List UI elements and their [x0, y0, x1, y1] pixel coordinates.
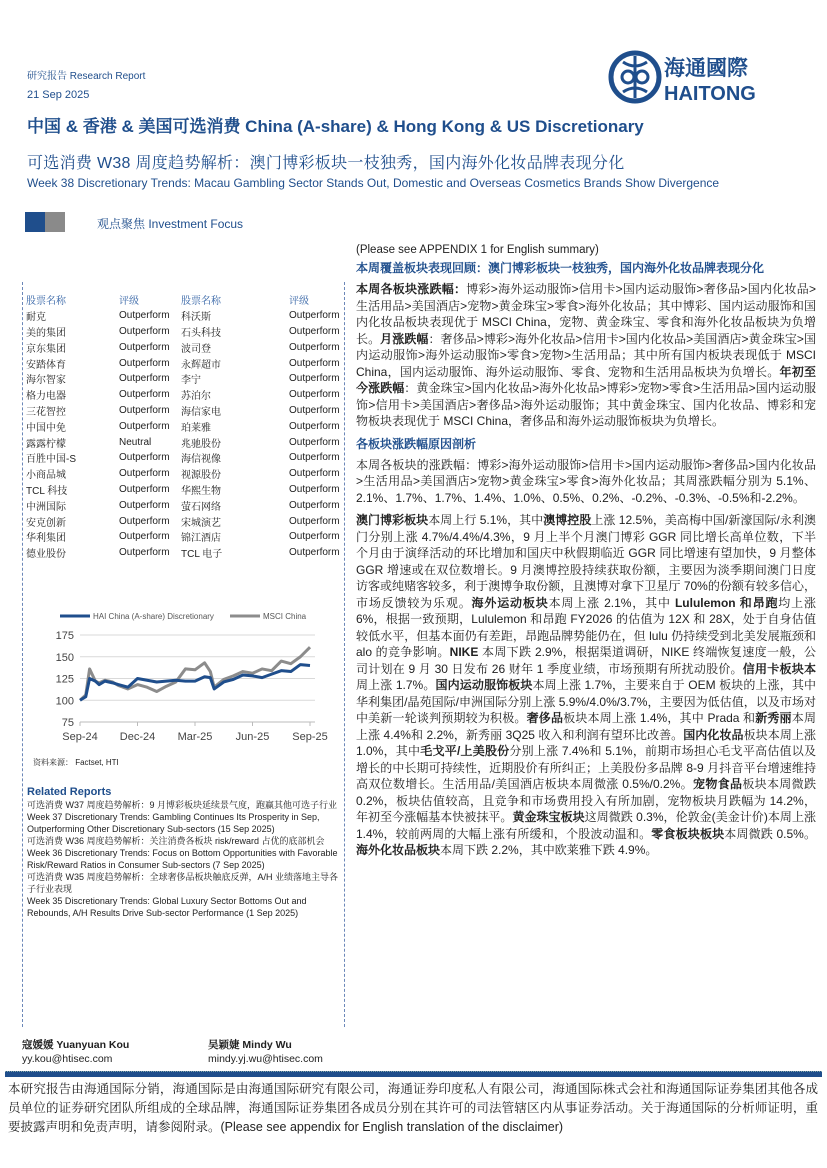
stock-name-cell: 永辉超市 — [181, 359, 221, 371]
x-tick-label: Sep-24 — [62, 731, 98, 743]
rating-cell: Outperform — [119, 547, 170, 559]
col-header: 评级 — [119, 296, 139, 308]
table-row — [26, 387, 349, 403]
table-row — [26, 355, 349, 371]
performance-chart — [40, 603, 340, 753]
stock-name-cell: 耐克 — [26, 312, 46, 324]
body-text: 板块本周上涨 1.0%，其中 — [356, 727, 816, 758]
section-heading: 各板块涨跌幅原因剖析 — [356, 436, 477, 451]
table-row — [26, 371, 349, 387]
related-reports-title: Related Reports — [27, 786, 112, 798]
highlight-text: 澳门博彩板块 — [356, 513, 429, 527]
body-text: 这周微跌 0.3%，伦敦金(美金计价)本周上涨 1.4%，较前两周的大幅上涨有所缓和，个股波动温和。 — [356, 810, 816, 841]
rating-cell: Outperform — [119, 389, 170, 401]
body-text: 本周下跌 2.2%，其中欧莱雅下跌 4.9%。 — [440, 843, 658, 857]
rating-cell: Outperform — [289, 404, 340, 416]
highlight-text: 海外化妆品板块 — [356, 843, 441, 857]
stock-name-cell: 石头科技 — [181, 327, 221, 339]
paragraph — [356, 457, 816, 507]
stock-name-cell: 萤石网络 — [181, 501, 221, 513]
highlight-text: 信用卡板块本 — [742, 661, 816, 676]
y-tick-label: 175 — [55, 630, 74, 642]
body-text: 周上涨 1.7%。 — [356, 678, 436, 692]
rating-cell: Outperform — [119, 325, 170, 337]
table-row — [26, 434, 349, 450]
stock-name-cell: 美的集团 — [26, 327, 66, 339]
stock-name-cell: 格力电器 — [26, 391, 66, 403]
rating-cell: Outperform — [289, 531, 340, 543]
table-row — [26, 497, 349, 513]
highlight-text: 海外运动板块 — [471, 595, 549, 610]
table-row — [26, 450, 349, 466]
rating-cell: Neutral — [119, 436, 152, 448]
table-row — [26, 324, 349, 340]
rating-cell: Outperform — [119, 404, 170, 416]
stock-name-cell: 海信视像 — [181, 454, 221, 466]
stock-name-cell: 宋城演艺 — [181, 517, 221, 529]
table-row — [26, 529, 349, 545]
author-email[interactable]: yy.kou@htisec.com — [22, 1053, 113, 1065]
section-heading: 本周覆盖板块表现回顾：澳门博彩板块一枝独秀，国内海外化妆品牌表现分化 — [356, 261, 765, 275]
stock-name-cell: 中洲国际 — [26, 501, 66, 513]
stock-name-cell: 小商品城 — [26, 470, 66, 482]
table-row — [26, 418, 349, 434]
related-report-link[interactable]: Week 37 Discretionary Trends: Gambling Continues Its Prosperity in Sep, Outperforming Other Discretionary Sub-sectors (15 Sep 2025) — [27, 812, 320, 834]
highlight-text: 国内运动服饰板块 — [435, 678, 533, 692]
related-report-link[interactable]: 可选消费 W36 周度趋势解析：关注消费各板块 risk/reward 占优的底部机会 — [27, 836, 325, 846]
haitong-logo — [608, 50, 768, 105]
stock-name-cell: 三花智控 — [26, 406, 66, 418]
x-tick-label: Dec-24 — [119, 731, 156, 743]
rating-cell: Outperform — [289, 420, 340, 432]
table-row — [26, 482, 349, 498]
related-reports — [27, 786, 342, 919]
highlight-text: NIKE — [449, 645, 479, 659]
stock-name-cell: 科沃斯 — [181, 312, 211, 324]
stock-name-cell: 德业股份 — [26, 549, 66, 561]
stock-name-cell: 李宁 — [181, 375, 201, 387]
x-tick-label: Mar-25 — [177, 731, 213, 743]
rating-cell: Outperform — [289, 389, 340, 401]
rating-cell: Outperform — [289, 341, 340, 353]
stock-name-cell: 苏泊尔 — [181, 391, 211, 403]
body-text: 博彩>海外运动服饰>信用卡>国内运动服饰>奢侈品>国内化妆品>生活用品>美国酒店>宠物>黄金珠宝>零食>海外化妆品；其中博彩、国内运动服饰和国内化妆品板块表现优于 MSCI China，宠物、黄金珠宝、零食和海外化妆品板块为负增长。 — [356, 282, 816, 346]
highlight-text: 本周各板块涨跌幅： — [356, 282, 467, 296]
paragraph — [356, 281, 816, 430]
rating-cell: Outperform — [119, 499, 170, 511]
rating-cell: Outperform — [119, 483, 170, 495]
stock-rating-table — [26, 292, 349, 561]
rating-cell: Outperform — [289, 515, 340, 527]
body-text: ：奢侈品>博彩>海外化妆品>信用卡>国内化妆品>美国酒店>黄金珠宝>国内运动服饰>海外运动服饰>零食>宠物>生活用品；其中所有国内板块表现低于 MSCI China，国内运动服饰、海外运动服饰、零食、宠物和生活用品板块为负增长。 — [356, 331, 816, 379]
col-header: 评级 — [289, 296, 309, 308]
stock-name-cell: 华熙生物 — [181, 485, 221, 497]
highlight-text: 零食板块板块 — [651, 826, 725, 841]
col-header: 股票名称 — [181, 296, 221, 308]
y-tick-label: 125 — [55, 673, 74, 686]
stock-name-cell: 海信家电 — [181, 406, 221, 418]
body-text: 本周各板块的涨跌幅：博彩>海外运动服饰>信用卡>国内运动服饰>奢侈品>国内化妆品>生活用品>美国酒店>宠物>黄金珠宝>零食>海外化妆品；其周涨跌幅分别为 5.1%、2.1%、1.7%、1.7%、1.4%、1.0%、0.5%、0.2%、-0.2%、-0.3%、-0.5%和-2.2%。 — [356, 457, 816, 505]
highlight-text: 年初至今涨跌幅 — [356, 364, 816, 395]
x-tick-label: Sep-25 — [292, 731, 328, 743]
table-header-row — [26, 292, 349, 308]
author — [208, 1037, 323, 1065]
rating-cell: Outperform — [289, 452, 340, 464]
rating-cell: Outperform — [289, 310, 340, 322]
rating-cell: Outperform — [289, 436, 340, 448]
chart-source: 资料来源： Factset, HTI — [33, 758, 119, 767]
stock-name-cell: TCL 电子 — [181, 549, 223, 561]
stock-name-cell: 视源股份 — [181, 470, 221, 482]
rating-cell: Outperform — [289, 373, 340, 385]
col-header: 股票名称 — [26, 296, 66, 308]
author — [22, 1037, 130, 1065]
focus-marker — [25, 212, 65, 232]
stock-name-cell: 百胜中国-S — [26, 454, 76, 466]
stock-name-cell: 安踏体育 — [26, 359, 66, 371]
divider — [5, 1071, 822, 1077]
stock-name-cell: 京东集团 — [26, 343, 66, 355]
table-row — [26, 513, 349, 529]
related-report-link[interactable]: Week 36 Discretionary Trends: Focus on Bottom Opportunities with Favorable Risk/Reward Ratios in Consumer Sub-sectors (7 Sep 2025) — [27, 848, 338, 870]
subtitle-cn: 可选消费 W38 周度趋势解析：澳门博彩板块一枝独秀，国内海外化妆品牌表现分化 — [27, 155, 625, 172]
rating-cell: Outperform — [119, 341, 170, 353]
body-text: ：黄金珠宝>国内化妆品>海外化妆品>博彩>宠物>零食>生活用品>国内运动服饰>信用卡>美国酒店>奢侈品>海外运动服饰；其中黄金珠宝、国内化妆品、博彩和宠物板块表现优于 MSCI China，奢侈品和海外运动服饰板块为负增长。 — [356, 381, 816, 428]
table-row — [26, 403, 349, 419]
body-text: 本周上涨 4.4%和 2.2%，新秀丽 3Q25 收入和利润有望环比改善。 — [356, 711, 816, 742]
rating-cell: Outperform — [119, 468, 170, 480]
body-text: 均上涨 6%，根据一致预期，Lululemon 和昂跑 FY2026 的估值为 12X 和 28X，处于自身估值较低水平，但基本面仍有差距，昂跑品牌势能仍在，但 lulu 仍持续受到北美发展瓶颈和 alo 的竞争影响。 — [356, 595, 816, 659]
body-text: 本周上涨 1.7%，主要来自于 OEM 板块的上涨，其中华利集团/晶苑国际/申洲国际分别上涨 5.9%/4.0%/3.7%，主要因为低估值，以及市场对中美新一轮谈判预期较为积极。 — [356, 678, 816, 725]
rating-cell: Outperform — [289, 468, 340, 480]
haitong-emblem-icon — [608, 50, 768, 105]
body-text: 分别上涨 7.4%和 5.1%，前期市场担心毛戈平高估值以及增长的中长期可持续性，近期股价有所纠正；上美股份多品牌 8-9 月抖音平台增速维持高双位数增长。生活用品/美国酒店板块本周微涨 0.5%/0.2%。 — [356, 744, 817, 791]
stock-name-cell: TCL 科技 — [26, 485, 68, 497]
rating-cell: Outperform — [119, 515, 170, 527]
stock-name-cell: 海尔智家 — [26, 375, 66, 387]
english-summary-note: (Please see APPENDIX 1 for English summary) — [356, 244, 599, 256]
investment-focus-label: 观点聚焦 Investment Focus — [97, 217, 244, 231]
body-text: 上涨 12.5%，美高梅中国/新濠国际/永利澳门分别上涨 4.7%/4.4%/4.3%，9 月上半个月澳门博彩 GGR 同比增长高单位数，下半个月由于演绎活动的环比增加和国庆中秋假期临近 GGR 同比增速有望加快，9 月整体 GGR 增速或在双位数增长。9 月澳博控股持续获取份额，主要因为淡季期间澳门日度访客或纯赌客较多，利于澳博争取份额，且澳博对拿下卫星厅 70%的份额有较多信心，市场反馈较为乐观。 — [356, 513, 816, 610]
rating-cell: Outperform — [289, 483, 340, 495]
rating-cell: Outperform — [119, 373, 170, 385]
paragraph — [356, 512, 816, 859]
highlight-text: 新秀丽 — [755, 711, 792, 725]
y-tick-label: 75 — [61, 717, 74, 729]
rating-cell: Outperform — [119, 310, 170, 322]
highlight-text: 澳博控股 — [543, 513, 592, 527]
body-text: 板块本周微跌 0.2%，板块估值较高，且竞争和市场费用投入有所加剧，宠物板块月跌幅为 14.2%，年初至今涨幅基本快被抹平。 — [356, 777, 816, 824]
author-name: 吴颖婕 Mindy Wu — [208, 1039, 292, 1051]
rating-cell: Outperform — [119, 420, 170, 432]
table-row — [26, 339, 349, 355]
stock-name-cell: 锦江酒店 — [181, 533, 221, 545]
highlight-text: 毛戈平/上美股份 — [420, 744, 510, 758]
highlight-text: Lululemon 和昂跑 — [674, 595, 779, 610]
report-date: 21 Sep 2025 — [27, 89, 90, 101]
author-email[interactable]: mindy.yj.wu@htisec.com — [208, 1053, 323, 1065]
stock-name-cell: 珀莱雅 — [181, 422, 211, 434]
disclaimer: 本研究报告由海通国际分销，海通国际是由海通国际研究有限公司，海通证券印度私人有限公司，海通国际株式会社和海通国际证券集团其他各成员单位的证券研究团队所组成的全球品牌，海通国际证券集团各成员分别在其许可的司法管辖区内从事证券活动。关于海通国际的分析师证明，重要披露声明和免责声明，请参阅附录。(Please see appendix for English translation of the disclaimer) — [8, 1082, 818, 1134]
stock-name-cell: 波司登 — [181, 343, 211, 355]
rating-cell: Outperform — [119, 531, 170, 543]
highlight-text: 国内化妆品 — [683, 727, 744, 742]
main-content — [356, 244, 816, 865]
related-report-link[interactable]: 可选消费 W35 周度趋势解析：全球奢侈品板块触底反弹，A/H 业绩落地主导各子行业表现 — [27, 872, 339, 894]
related-report-link[interactable]: 可选消费 W37 周度趋势解析：9 月博彩板块延续景气度，跑赢其他可选子行业 — [27, 800, 338, 810]
y-tick-label: 100 — [55, 695, 74, 708]
legend-label: MSCI China — [263, 612, 307, 621]
table-row — [26, 545, 349, 561]
highlight-text: 月涨跌幅 — [380, 331, 429, 346]
logo-en: HAITONG — [664, 83, 756, 105]
rating-cell: Outperform — [289, 547, 340, 559]
stock-name-cell: 兆驰股份 — [181, 438, 221, 450]
rating-cell: Outperform — [119, 452, 170, 464]
rating-cell: Outperform — [119, 357, 170, 369]
subtitle-en: Week 38 Discretionary Trends: Macau Gambling Sector Stands Out, Domestic and Overseas Cosmetics Brands Show Divergence — [27, 176, 720, 190]
highlight-text: 奢侈品 — [526, 711, 564, 725]
stock-name-cell: 安克创新 — [26, 517, 66, 529]
related-report-link[interactable]: Week 35 Discretionary Trends: Global Luxury Sector Bottoms Out and Rebounds, A/H Results Drive Sub-sector Performance (1 Sep 2025) — [27, 896, 307, 918]
body-text: 本周下跌 2.9%，根据渠道调研，NIKE 终端恢复速度一般，公司计划在 9 月 30 日发布 26 财年 1 季度业绩，市场预期有所扰动股价。 — [356, 645, 816, 676]
highlight-text: 宠物食品 — [692, 777, 743, 791]
author-name: 寇媛媛 Yuanyuan Kou — [22, 1039, 130, 1051]
stock-name-cell: 露露柠檬 — [26, 438, 66, 450]
y-tick-label: 150 — [55, 651, 74, 664]
report-type: 研究报告 Research Report — [27, 71, 146, 82]
table-row — [26, 308, 349, 324]
body-text: 本周上行 5.1%，其中 — [428, 513, 544, 527]
body-text: 板块本周上涨 1.4%，其中 Prada 和 — [563, 711, 756, 725]
table-row — [26, 466, 349, 482]
stock-name-cell: 中国中免 — [26, 422, 66, 434]
rating-cell: Outperform — [289, 325, 340, 337]
logo-cn: 海通國際 — [664, 56, 748, 80]
body-text: 本周微跌 0.5%。 — [724, 826, 817, 841]
page-title: 中国 & 香港 & 美国可选消费 China (A-share) & Hong Kong & US Discretionary — [27, 117, 644, 136]
rating-cell: Outperform — [289, 357, 340, 369]
rating-cell: Outperform — [289, 499, 340, 511]
x-tick-label: Jun-25 — [235, 731, 270, 743]
highlight-text: 黄金珠宝板块 — [512, 810, 585, 824]
stock-name-cell: 华利集团 — [26, 533, 66, 545]
legend-label: HAI China (A-share) Discretionary — [93, 612, 214, 621]
body-text: 本周上涨 2.1%，其中 — [548, 595, 675, 610]
